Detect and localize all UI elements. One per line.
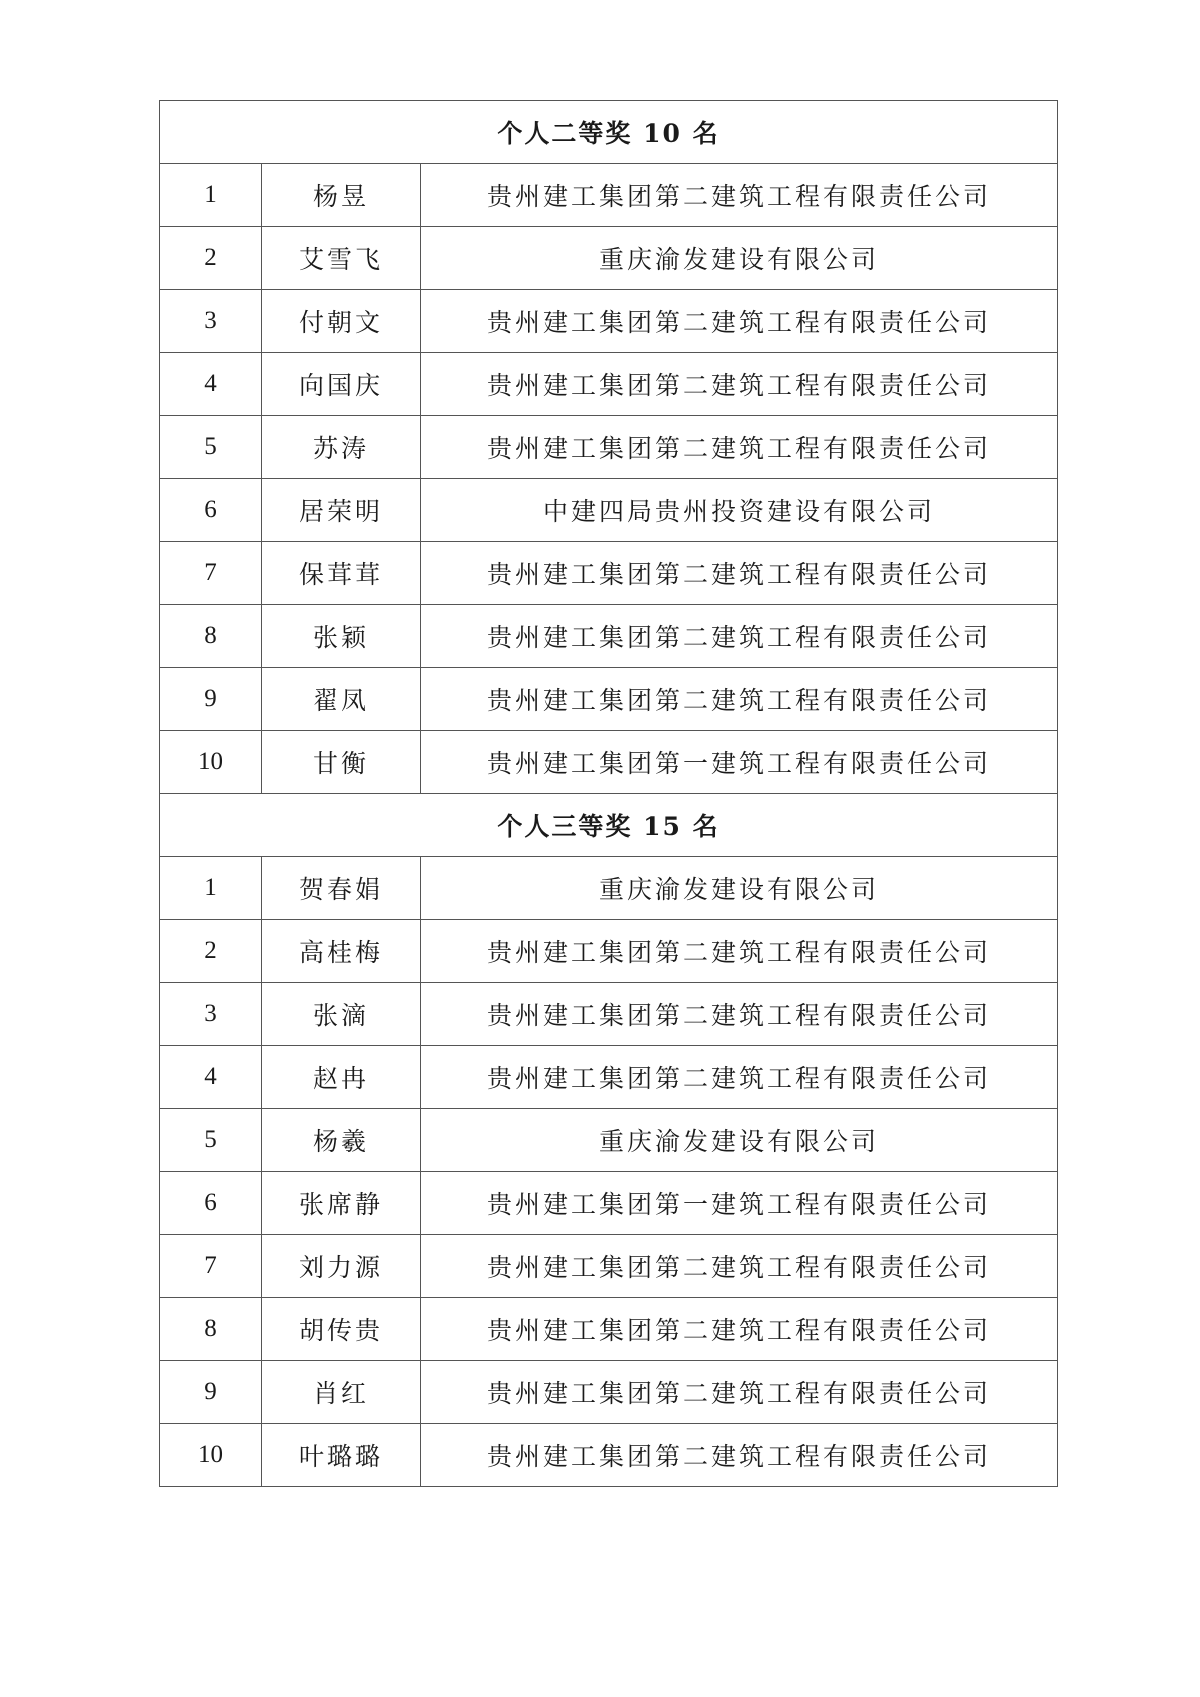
awardee-name: 张席静 <box>262 1172 421 1235</box>
awardee-name: 高桂梅 <box>262 920 421 983</box>
row-number: 2 <box>160 227 262 290</box>
awardee-name: 肖红 <box>262 1361 421 1424</box>
table-row <box>160 479 1058 542</box>
awardee-name: 艾雪飞 <box>262 227 421 290</box>
awardee-name: 居荣明 <box>262 479 421 542</box>
row-number: 1 <box>160 164 262 227</box>
table-row <box>160 1298 1058 1361</box>
table-row <box>160 227 1058 290</box>
awardee-name: 叶璐璐 <box>262 1424 421 1487</box>
table-row <box>160 983 1058 1046</box>
row-number: 4 <box>160 353 262 416</box>
row-number: 7 <box>160 1235 262 1298</box>
table-row <box>160 290 1058 353</box>
awardee-organization: 贵州建工集团第二建筑工程有限责任公司 <box>421 164 1058 227</box>
section-header-row <box>160 794 1058 857</box>
section-title: 个人三等奖 15 名 <box>160 794 1058 857</box>
awardee-organization: 重庆渝发建设有限公司 <box>421 1109 1058 1172</box>
row-number: 7 <box>160 542 262 605</box>
awardee-organization: 贵州建工集团第二建筑工程有限责任公司 <box>421 416 1058 479</box>
awardee-organization: 贵州建工集团第二建筑工程有限责任公司 <box>421 1361 1058 1424</box>
awardee-organization: 贵州建工集团第二建筑工程有限责任公司 <box>421 920 1058 983</box>
awardee-organization: 贵州建工集团第二建筑工程有限责任公司 <box>421 1235 1058 1298</box>
table-body <box>160 101 1058 1487</box>
awardee-organization: 中建四局贵州投资建设有限公司 <box>421 479 1058 542</box>
awardee-name: 保茸茸 <box>262 542 421 605</box>
table-row <box>160 1361 1058 1424</box>
awardee-name: 杨昱 <box>262 164 421 227</box>
awardee-name: 刘力源 <box>262 1235 421 1298</box>
awardee-organization: 贵州建工集团第二建筑工程有限责任公司 <box>421 1298 1058 1361</box>
awardee-organization: 贵州建工集团第二建筑工程有限责任公司 <box>421 983 1058 1046</box>
row-number: 8 <box>160 1298 262 1361</box>
awardee-name: 胡传贵 <box>262 1298 421 1361</box>
award-table <box>159 100 1058 1487</box>
table-row <box>160 542 1058 605</box>
awardee-name: 翟凤 <box>262 668 421 731</box>
awardee-organization: 贵州建工集团第二建筑工程有限责任公司 <box>421 605 1058 668</box>
awardee-name: 付朝文 <box>262 290 421 353</box>
section-header-row <box>160 101 1058 164</box>
awardee-name: 贺春娟 <box>262 857 421 920</box>
awardee-organization: 贵州建工集团第二建筑工程有限责任公司 <box>421 290 1058 353</box>
table-row <box>160 1046 1058 1109</box>
awardee-organization: 贵州建工集团第二建筑工程有限责任公司 <box>421 1424 1058 1487</box>
awardee-organization: 贵州建工集团第二建筑工程有限责任公司 <box>421 542 1058 605</box>
awardee-name: 赵冉 <box>262 1046 421 1109</box>
row-number: 8 <box>160 605 262 668</box>
table-row <box>160 1172 1058 1235</box>
row-number: 6 <box>160 479 262 542</box>
row-number: 5 <box>160 1109 262 1172</box>
awardee-organization: 贵州建工集团第一建筑工程有限责任公司 <box>421 1172 1058 1235</box>
row-number: 1 <box>160 857 262 920</box>
awardee-organization: 重庆渝发建设有限公司 <box>421 857 1058 920</box>
row-number: 3 <box>160 983 262 1046</box>
row-number: 4 <box>160 1046 262 1109</box>
awardee-organization: 贵州建工集团第二建筑工程有限责任公司 <box>421 353 1058 416</box>
awardee-name: 张滴 <box>262 983 421 1046</box>
table-row <box>160 920 1058 983</box>
row-number: 5 <box>160 416 262 479</box>
table-row <box>160 1109 1058 1172</box>
awardee-organization: 贵州建工集团第二建筑工程有限责任公司 <box>421 1046 1058 1109</box>
awardee-name: 甘衡 <box>262 731 421 794</box>
table-row <box>160 605 1058 668</box>
row-number: 9 <box>160 1361 262 1424</box>
table-row <box>160 1424 1058 1487</box>
table-row <box>160 857 1058 920</box>
awardee-organization: 贵州建工集团第二建筑工程有限责任公司 <box>421 668 1058 731</box>
table-row <box>160 416 1058 479</box>
row-number: 2 <box>160 920 262 983</box>
row-number: 10 <box>160 731 262 794</box>
table-row <box>160 353 1058 416</box>
table-row <box>160 164 1058 227</box>
row-number: 6 <box>160 1172 262 1235</box>
row-number: 9 <box>160 668 262 731</box>
awardee-name: 苏涛 <box>262 416 421 479</box>
table-row <box>160 731 1058 794</box>
row-number: 3 <box>160 290 262 353</box>
table-row <box>160 668 1058 731</box>
awardee-name: 张颖 <box>262 605 421 668</box>
awardee-name: 向国庆 <box>262 353 421 416</box>
table-row <box>160 1235 1058 1298</box>
awardee-organization: 重庆渝发建设有限公司 <box>421 227 1058 290</box>
awardee-name: 杨羲 <box>262 1109 421 1172</box>
section-title: 个人二等奖 10 名 <box>160 101 1058 164</box>
awardee-organization: 贵州建工集团第一建筑工程有限责任公司 <box>421 731 1058 794</box>
row-number: 10 <box>160 1424 262 1487</box>
